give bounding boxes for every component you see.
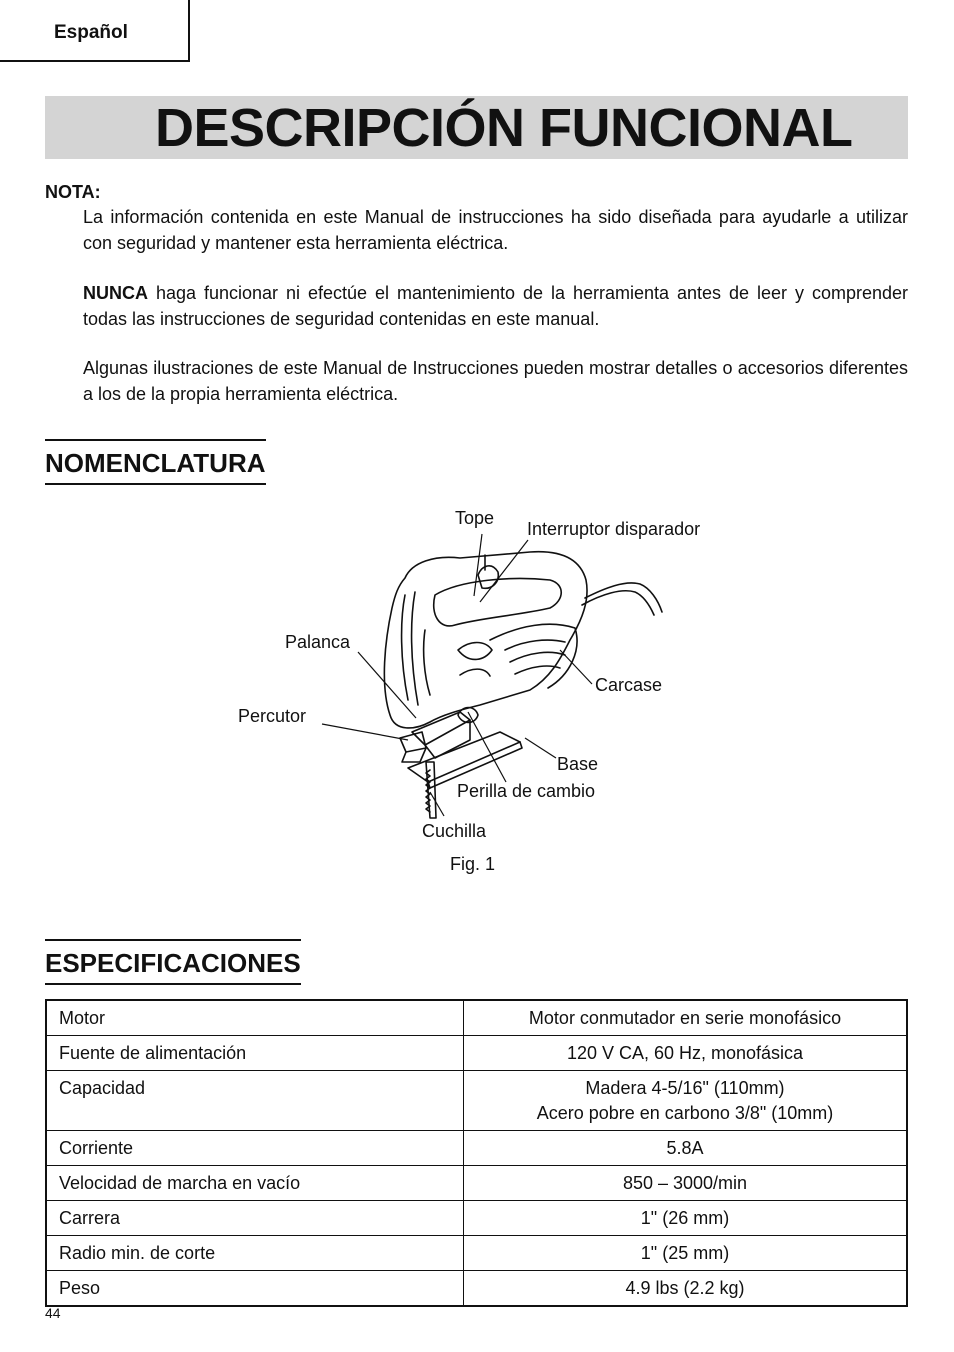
spec-value-line: 850 – 3000/min xyxy=(622,1173,748,1193)
spec-value-line: 4.9 lbs (2.2 kg) xyxy=(625,1278,745,1298)
spec-label: Velocidad de marcha en vacío xyxy=(46,1166,464,1201)
label-tope: Tope xyxy=(455,508,495,528)
figure-caption: Fig. 1 xyxy=(450,854,496,874)
jigsaw-illustration xyxy=(230,500,750,890)
specifications-heading: ESPECIFICACIONES xyxy=(45,939,301,985)
spec-label: Corriente xyxy=(46,1131,464,1166)
note-paragraph-2 xyxy=(83,281,908,332)
spec-value xyxy=(464,1000,908,1036)
spec-label: Fuente de alimentación xyxy=(46,1036,464,1071)
table-row xyxy=(46,1201,907,1236)
spec-value-line: Madera 4-5/16" (110mm) xyxy=(585,1078,785,1098)
spec-value-line: 120 V CA, 60 Hz, monofásica xyxy=(566,1043,804,1063)
spec-value-line: 1" (25 mm) xyxy=(640,1243,730,1263)
spec-value xyxy=(464,1271,908,1307)
spec-value xyxy=(464,1071,908,1131)
table-row xyxy=(46,1166,907,1201)
table-row xyxy=(46,1071,907,1131)
spec-value xyxy=(464,1236,908,1271)
spec-label: Carrera xyxy=(46,1201,464,1236)
language-tab xyxy=(0,0,190,62)
label-percutor: Percutor xyxy=(238,706,307,726)
spec-value-line: Acero pobre en carbono 3/8" (10mm) xyxy=(536,1103,834,1123)
spec-value-line: Motor conmutador en serie monofásico xyxy=(528,1008,842,1028)
label-interruptor-disparador: Interruptor disparador xyxy=(527,519,701,539)
table-row xyxy=(46,1271,907,1307)
label-cuchilla: Cuchilla xyxy=(422,821,487,841)
label-base: Base xyxy=(557,754,599,774)
page-title: DESCRIPCIÓN FUNCIONAL xyxy=(155,98,853,158)
jigsaw-figure xyxy=(230,500,750,890)
spec-label: Capacidad xyxy=(46,1071,464,1131)
title-bar xyxy=(45,96,908,159)
spec-value-line: 1" (26 mm) xyxy=(640,1208,730,1228)
note-paragraph-2-text: haga funcionar ni efectúe el mantenimiento de la herramienta antes de leer y comprender todas las instrucciones de seguridad contenidas en este manual. xyxy=(83,283,908,329)
label-carcase: Carcase xyxy=(595,675,663,695)
spec-label: Peso xyxy=(46,1271,464,1307)
spec-label: Motor xyxy=(46,1000,464,1036)
note-warning-word: NUNCA xyxy=(83,283,148,303)
table-row xyxy=(46,1036,907,1071)
spec-value xyxy=(464,1131,908,1166)
note-label: NOTA: xyxy=(45,182,101,202)
note-paragraph-3: Algunas ilustraciones de este Manual de Instrucciones pueden mostrar detalles o accesorios diferentes a los de la propia herramienta eléctrica. xyxy=(83,358,908,404)
specifications-table xyxy=(45,999,908,1307)
label-palanca: Palanca xyxy=(285,632,351,652)
page-number: 44 xyxy=(45,1305,61,1321)
table-row xyxy=(46,1000,907,1036)
note-paragraph-1: La información contenida en este Manual de instrucciones ha sido diseñada para ayudarle a utilizar con seguridad y mantener esta herramienta eléctrica. xyxy=(83,207,908,253)
label-perilla-de-cambio: Perilla de cambio xyxy=(457,781,596,801)
table-row xyxy=(46,1131,907,1166)
spec-value-line: 5.8A xyxy=(666,1138,704,1158)
nomenclature-heading: NOMENCLATURA xyxy=(45,439,266,485)
spec-label: Radio min. de corte xyxy=(46,1236,464,1271)
table-row xyxy=(46,1236,907,1271)
language-tab-label: Español xyxy=(54,22,128,43)
spec-value xyxy=(464,1201,908,1236)
spec-value xyxy=(464,1036,908,1071)
spec-value xyxy=(464,1166,908,1201)
